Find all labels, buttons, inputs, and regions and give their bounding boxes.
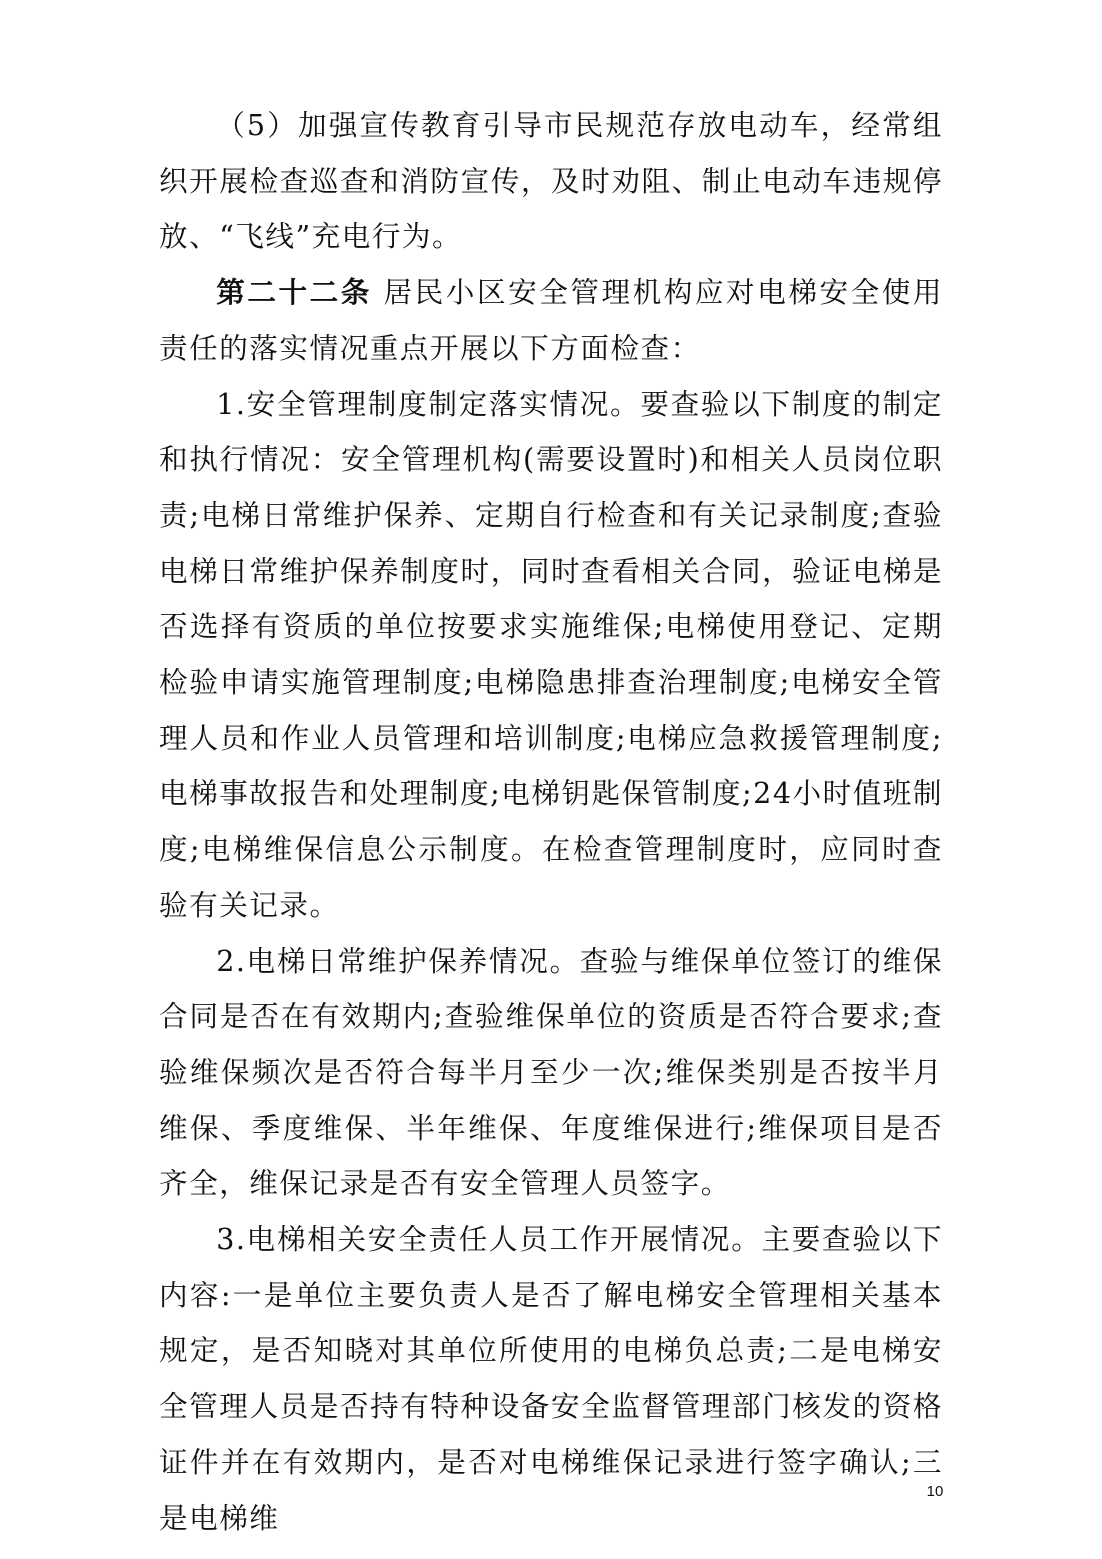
paragraph-item-5: （5）加强宣传教育引导市民规范存放电动车，经常组织开展检查巡查和消防宣传，及时劝阻、制止电动车违规停放、“飞线”充电行为。 <box>159 108 943 254</box>
paragraph-item-1: 1.安全管理制度制定落实情况。要查验以下制度的制定和执行情况：安全管理机构(需要设置时)和相关人员岗位职责;电梯日常维护保养、定期自行检查和有关记录制度;查验电梯日常维护保养制度时，同时查看相关合同，验证电梯是否选择有资质的单位按要求实施维保;电梯使用登记、定期检验申请实施管理制度;电梯隐患排查治理制度;电梯安全管理人员和作业人员管理和培训制度;电梯应急救援管理制度;电梯事故报告和处理制度;电梯钥匙保管制度;24小时值班制度;电梯维保信息公示制度。在检查管理制度时，应同时查验有关记录。 <box>159 386 943 922</box>
paragraph-item-2: 2.电梯日常维护保养情况。查验与维保单位签订的维保合同是否在有效期内;查验维保单位的资质是否符合要求;查验维保频次是否符合每半月至少一次;维保类别是否按半月维保、季度维保、半年维保、年度维保进行;维保项目是否齐全，维保记录是否有安全管理人员签字。 <box>159 943 943 1201</box>
article-22-heading: 第二十二条 <box>216 275 372 310</box>
article-22-text: 居民小区安全管理机构应对电梯安全使用责任的落实情况重点开展以下方面检查： <box>159 275 943 365</box>
document-body <box>159 98 943 1546</box>
page-number: 10 <box>926 1483 944 1500</box>
paragraph-item-3: 3.电梯相关安全责任人员工作开展情况。主要查验以下内容:一是单位主要负责人是否了解电梯安全管理相关基本规定，是否知晓对其单位所使用的电梯负总责;二是电梯安全管理人员是否持有特种设备安全监督管理部门核发的资格证件并在有效期内，是否对电梯维保记录进行签字确认;三是电梯维 <box>159 1222 943 1535</box>
article-22-paragraph <box>159 265 943 376</box>
